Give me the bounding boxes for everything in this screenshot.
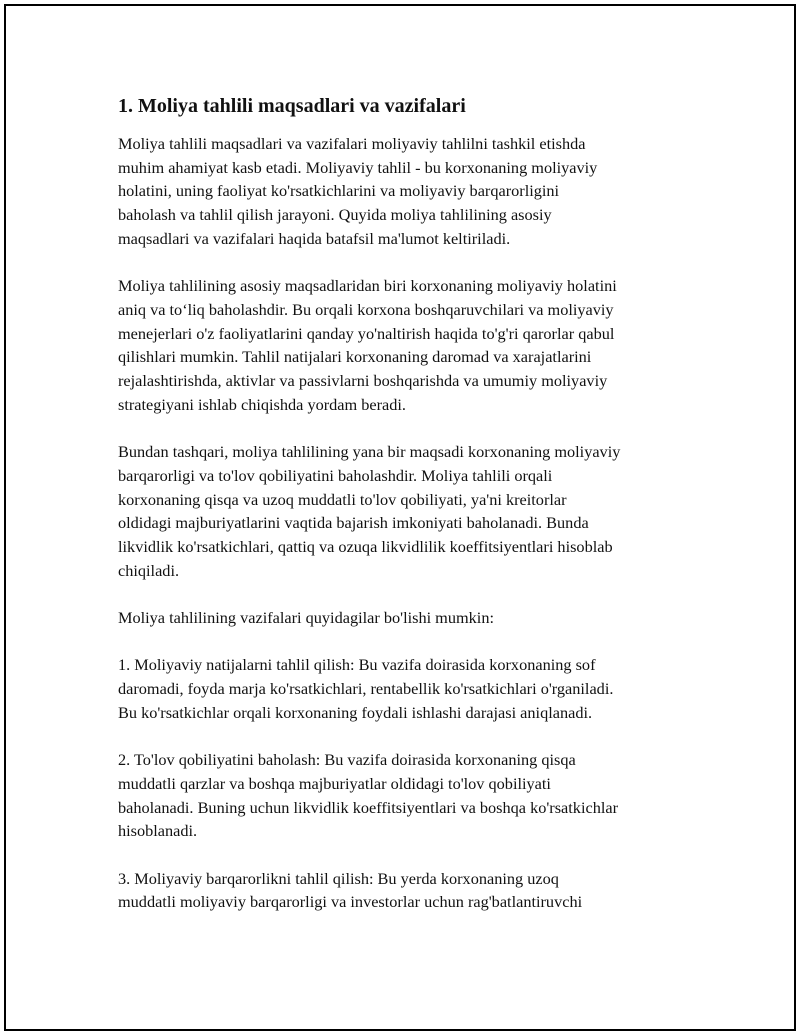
paragraph-stability: Bundan tashqari, moliya tahlilining yana bir maqsadi korxonaning moliyaviy barqarorligi va to'lov qobiliyatini baholashdir. Moliya tahlili orqali korxonaning qisqa va uzoq muddatli to'lov qobiliyati, ya'ni kreitorlar oldidagi majburiyatlarini vaqtida bajarish imkoniyati baholanadi. Bunda likvidlik ko'rsatkichlari, qattiq va ozuqa likvidlilik koeffitsiyentlari hisoblab chiqiladi. (118, 442, 621, 580)
section-heading: 1. Moliya tahlili maqsadlari va vazifalari (118, 95, 466, 117)
list-item-3: 3. Moliyaviy barqarorlikni tahlil qilish: Bu yerda korxonaning uzoq muddatli moliyaviy barqarorligi va investorlar uchun rag'batlantiruvchi (118, 868, 583, 912)
paragraph-intro: Moliya tahlili maqsadlari va vazifalari moliyaviy tahlilni tashkil etishda muhim ahamiyat kasb etadi. Moliyaviy tahlil - bu korxonaning moliyaviy holatini, uning faoliyat ko'rsatkichlarini va moliyaviy barqarorligini baholash va tahlil qilish jarayoni. Quyida moliya tahlilining asosiy maqsadlari va vazifalari haqida batafsil ma'lumot keltiriladi. (118, 134, 598, 248)
paragraph-main-goal: Moliya tahlilining asosiy maqsadlaridan biri korxonaning moliyaviy holatini aniq va to‘liq baholashdir. Bu orqali korxona boshqaruvchilari va moliyaviy menejerlari o'z faoliyatlarini qanday yo'naltirish haqida to'g'ri qarorlar qabul qilishlari mumkin. Tahlil natijalari korxonaning daromad va xarajatlarini rejalashtirishda, aktivlar va passivlarni boshqarishda va umumiy moliyaviy strategiyani ishlab chiqishda yordam beradi. (118, 276, 617, 414)
list-item-1: 1. Moliyaviy natijalarni tahlil qilish: Bu vazifa doirasida korxonaning sof daromadi, foyda marja ko'rsatkichlari, rentabellik ko'rsatkichlari o'rganiladi. Bu ko'rsatkichlar orqali korxonaning foydali ishlashi darajasi aniqlanadi. (118, 655, 614, 722)
list-item-2: 2. To'lov qobiliyatini baholash: Bu vazifa doirasida korxonaning qisqa muddatli qarzlar va boshqa majburiyatlar oldidagi to'lov qobiliyati baholanadi. Buning uchun likvidlik koeffitsiyentlari va boshqa ko'rsatkichlar hisoblanadi. (118, 750, 619, 841)
paragraph-tasks-intro: Moliya tahlilining vazifalari quyidagilar bo'lishi mumkin: (118, 608, 494, 628)
document-body (118, 94, 698, 938)
